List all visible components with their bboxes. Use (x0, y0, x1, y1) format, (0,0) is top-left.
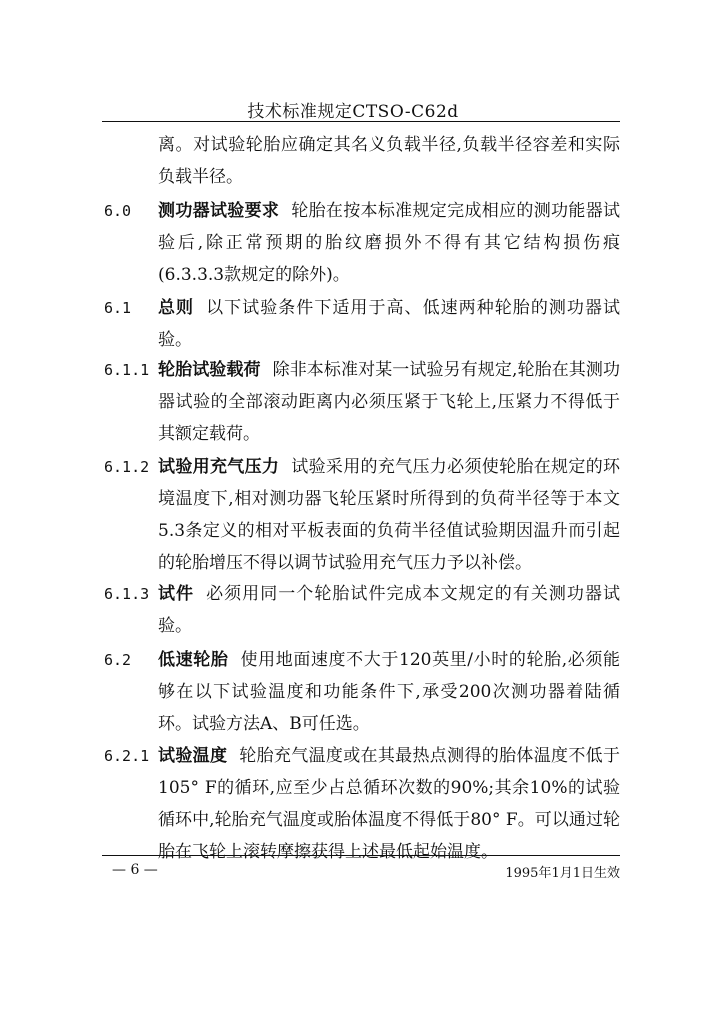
paragraph-text: 除非本标准对某一试验另有规定,轮胎在其测功器试验的全部滚动距离内必须压紧于飞轮上,压紧力不得低于其额定载荷。 (158, 360, 621, 444)
section-number: 6.2.1 (104, 747, 150, 765)
paragraph-text: 离。对试验轮胎应确定其名义负载半径,负载半径容差和实际负载半径。 (158, 135, 620, 187)
section-heading: 试件 (158, 584, 195, 604)
paragraph-text: 必须用同一个轮胎试件完成本文规定的有关测功器试验。 (158, 584, 621, 636)
section-heading: 总则 (158, 298, 195, 318)
paragraph-text: 轮胎在按本标准规定完成相应的测功能器试验后,除正常预期的胎纹磨损外不得有其它结构损伤痕(6.3.3.3款规定的除外)。 (158, 201, 621, 285)
section-heading: 测功器试验要求 (158, 201, 280, 221)
paragraph-text: 以下试验条件下适用于高、低速两种轮胎的测功器试验。 (158, 298, 621, 350)
section-number: 6.1.2 (104, 458, 150, 476)
section-6-0 (104, 195, 620, 291)
section-6-1 (104, 292, 620, 356)
paragraph-text: 轮胎充气温度或在其最热点测得的胎体温度不低于105° F的循环,应至少占总循环次数的90%;其余10%的试验循环中,轮胎充气温度或胎体温度不得低于80° F。可以通过轮胎在飞轮上滚转摩擦获得上述最低起始温度。 (158, 746, 621, 862)
footer-divider (102, 855, 620, 856)
page-title: 技术标准规定CTSO-C62d (247, 102, 459, 122)
section-number: 6.0 (104, 202, 132, 220)
section-6-2-1 (104, 740, 620, 868)
section-number: 6.1.3 (104, 585, 150, 603)
section-6-1-1 (104, 354, 620, 450)
section-heading: 试验温度 (158, 746, 228, 766)
section-6-1-2 (104, 451, 620, 579)
paragraph-continuation (104, 129, 620, 193)
header-divider (102, 121, 620, 122)
paragraph-text: 使用地面速度不大于120英里/小时的轮胎,必须能够在以下试验温度和功能条件下,承受200次测功器着陆循环。试验方法A、B可任选。 (158, 650, 620, 734)
section-number: 6.1.1 (104, 361, 150, 379)
section-heading: 试验用充气压力 (158, 457, 280, 477)
paragraph-text: 试验采用的充气压力必须使轮胎在规定的环境温度下,相对测功器飞轮压紧时所得到的负荷半径等于本文5.3条定义的相对平板表面的负荷半径值试验期因温升而引起的轮胎增压不得以调节试验用充气压力予以补偿。 (158, 457, 621, 573)
page-number: — 6 — (112, 862, 158, 878)
section-heading: 低速轮胎 (158, 650, 229, 670)
section-6-1-3 (104, 578, 620, 642)
section-6-2 (104, 644, 620, 740)
section-number: 6.1 (104, 299, 132, 317)
effective-date: 1995年1月1日生效 (505, 866, 620, 881)
section-number: 6.2 (104, 651, 132, 669)
section-heading: 轮胎试验载荷 (158, 360, 261, 380)
